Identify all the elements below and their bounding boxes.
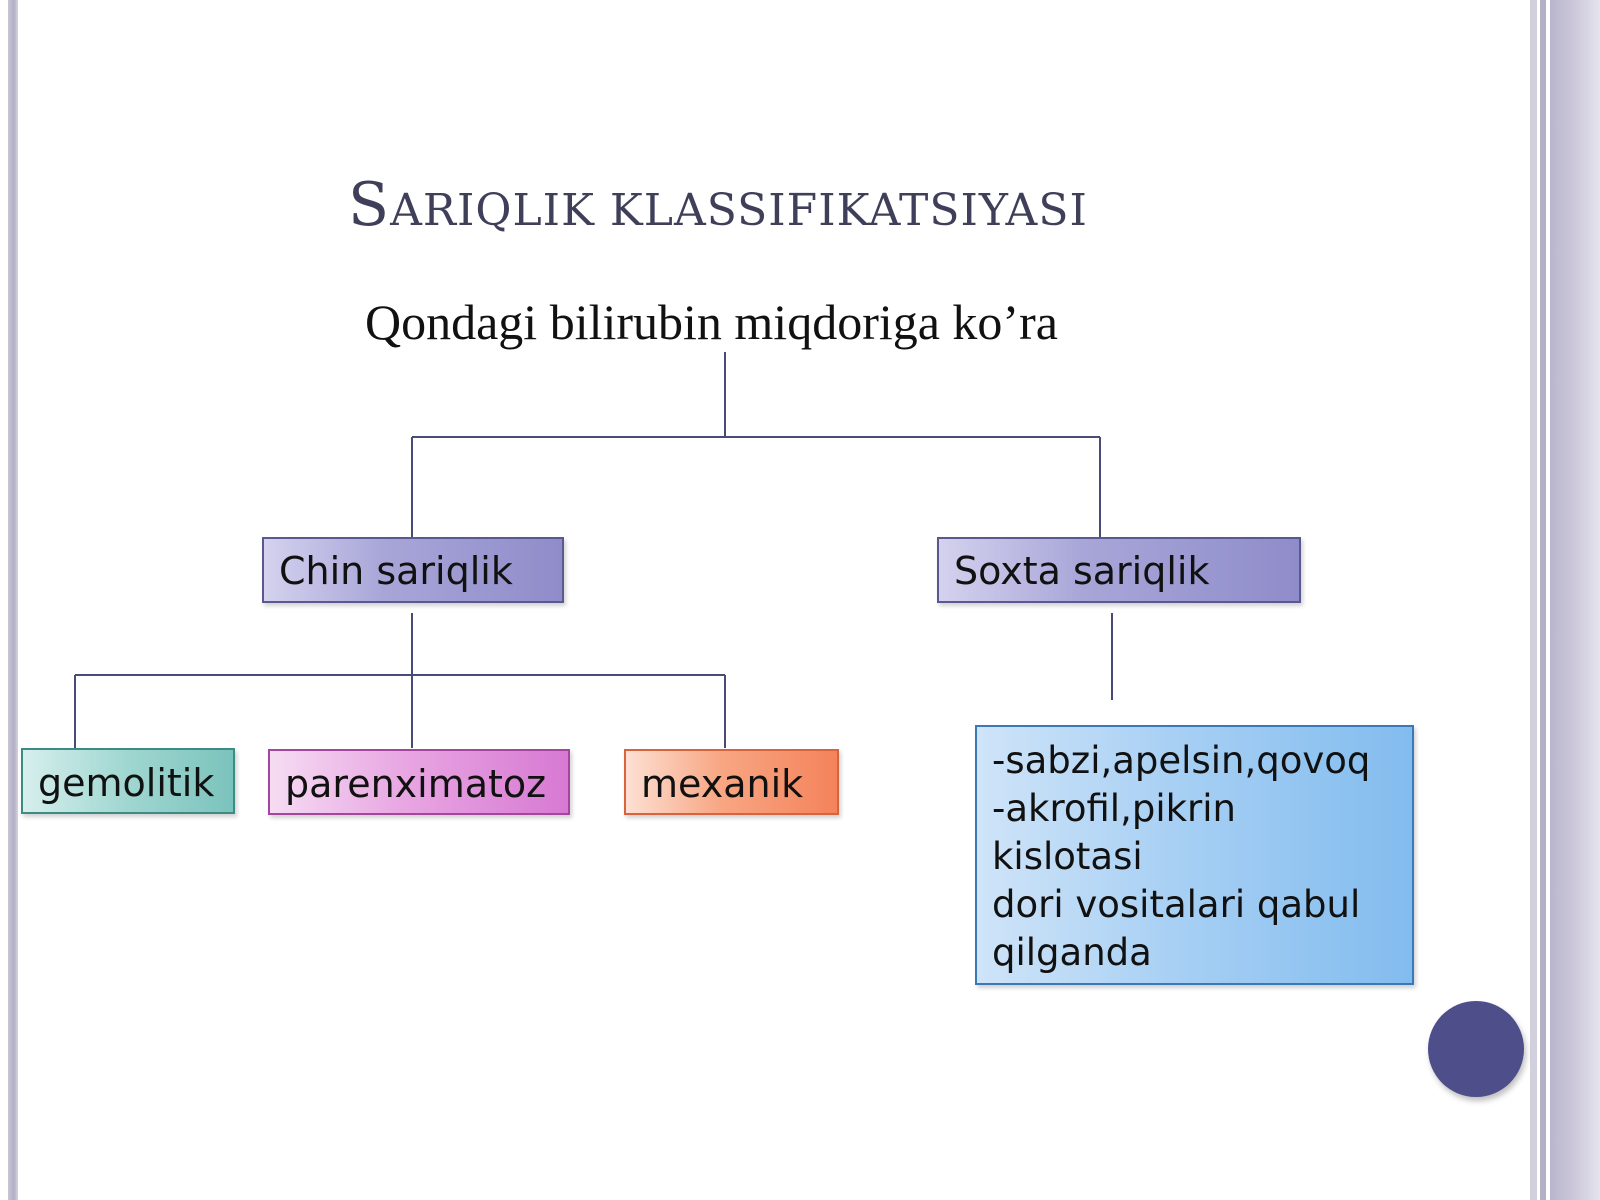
node-mexanik-label: mexanik <box>641 762 804 806</box>
details-line: -akrofil,pikrin <box>992 787 1236 830</box>
node-soxta-sariqlik-label: Soxta sariqlik <box>954 549 1210 593</box>
node-parenximatoz-label: parenximatoz <box>285 762 547 806</box>
details-line: kislotasi <box>992 835 1143 878</box>
slide-nav-circle-button[interactable] <box>1428 1001 1524 1097</box>
node-parenximatoz <box>268 749 570 815</box>
node-chin-sariqlik-label: Chin sariqlik <box>279 549 513 593</box>
node-gemolitik-label: gemolitik <box>38 761 215 805</box>
node-soxta-details <box>975 725 1414 985</box>
node-soxta-sariqlik <box>937 537 1301 603</box>
slide-title-rest: ARIQLIK KLASSIFIKATSIYASI <box>390 185 1088 236</box>
node-mexanik <box>624 749 839 815</box>
details-line: -sabzi,apelsin,qovoq <box>992 739 1371 782</box>
diagram-root-label: Qondagi bilirubin miqdoriga ko’ra <box>365 294 1058 350</box>
details-line: qilganda <box>992 931 1152 974</box>
details-line: dori vositalari qabul <box>992 883 1361 926</box>
node-gemolitik <box>21 748 235 814</box>
node-chin-sariqlik <box>262 537 564 603</box>
slide-title-initial: S <box>348 170 391 240</box>
